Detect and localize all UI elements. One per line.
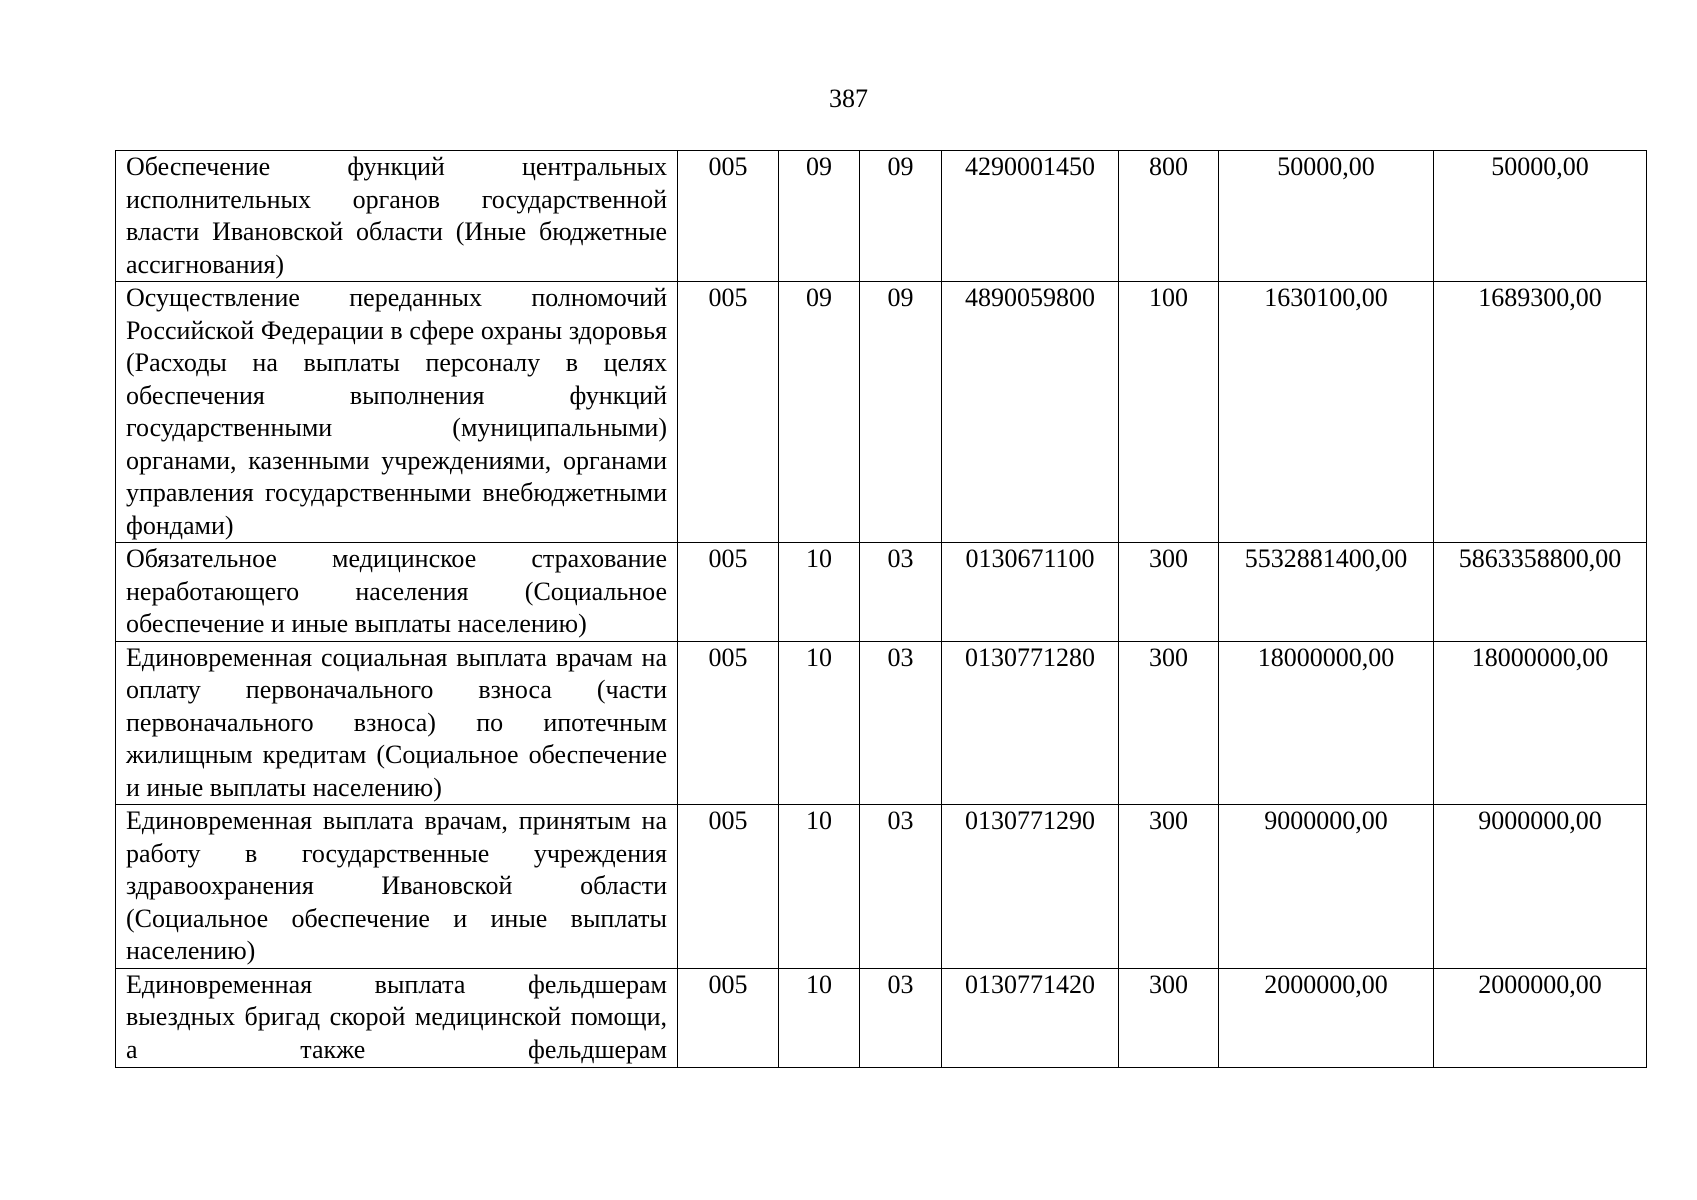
row-description: Единовременная выплата фельдшерам выездных бригад скорой медицинской помощи, а также фельдшерам xyxy=(116,968,678,1067)
row-target-code: 4890059800 xyxy=(942,282,1119,543)
row-section-code: 10 xyxy=(779,543,860,642)
row-amount-2: 2000000,00 xyxy=(1434,968,1647,1067)
table-row xyxy=(116,641,1647,805)
row-amount-1: 50000,00 xyxy=(1219,151,1434,282)
row-amount-1: 9000000,00 xyxy=(1219,805,1434,969)
row-subsection-code: 03 xyxy=(860,805,942,969)
table-row xyxy=(116,282,1647,543)
row-ministry-code: 005 xyxy=(678,151,779,282)
table-row xyxy=(116,805,1647,969)
row-subsection-code: 03 xyxy=(860,641,942,805)
row-expense-type: 800 xyxy=(1119,151,1219,282)
row-amount-2: 5863358800,00 xyxy=(1434,543,1647,642)
table-row xyxy=(116,543,1647,642)
row-target-code: 0130771280 xyxy=(942,641,1119,805)
row-ministry-code: 005 xyxy=(678,282,779,543)
row-target-code: 4290001450 xyxy=(942,151,1119,282)
row-description: Обязательное медицинское страхование неработающего населения (Социальное обеспечение и иные выплаты населению) xyxy=(116,543,678,642)
row-subsection-code: 03 xyxy=(860,968,942,1067)
row-amount-2: 1689300,00 xyxy=(1434,282,1647,543)
row-description: Единовременная выплата врачам, принятым на работу в государственные учреждения здравоохранения Ивановской области (Социальное обеспечение и иные выплаты населению) xyxy=(116,805,678,969)
row-amount-1: 2000000,00 xyxy=(1219,968,1434,1067)
table-row xyxy=(116,968,1647,1067)
row-amount-2: 9000000,00 xyxy=(1434,805,1647,969)
row-section-code: 10 xyxy=(779,641,860,805)
row-expense-type: 300 xyxy=(1119,968,1219,1067)
budget-table xyxy=(115,150,1647,1068)
row-ministry-code: 005 xyxy=(678,543,779,642)
row-amount-1: 1630100,00 xyxy=(1219,282,1434,543)
row-amount-2: 50000,00 xyxy=(1434,151,1647,282)
row-target-code: 0130771420 xyxy=(942,968,1119,1067)
row-description: Обеспечение функций центральных исполнительных органов государственной власти Ивановской области (Иные бюджетные ассигнования) xyxy=(116,151,678,282)
row-section-code: 09 xyxy=(779,151,860,282)
row-subsection-code: 03 xyxy=(860,543,942,642)
row-target-code: 0130771290 xyxy=(942,805,1119,969)
row-description: Единовременная социальная выплата врачам на оплату первоначального взноса (части первоначального взноса) по ипотечным жилищным кредитам (Социальное обеспечение и иные выплаты населению) xyxy=(116,641,678,805)
row-subsection-code: 09 xyxy=(860,151,942,282)
row-section-code: 10 xyxy=(779,805,860,969)
row-ministry-code: 005 xyxy=(678,968,779,1067)
row-amount-1: 5532881400,00 xyxy=(1219,543,1434,642)
row-amount-2: 18000000,00 xyxy=(1434,641,1647,805)
table-row xyxy=(116,151,1647,282)
row-expense-type: 300 xyxy=(1119,805,1219,969)
row-subsection-code: 09 xyxy=(860,282,942,543)
row-section-code: 09 xyxy=(779,282,860,543)
row-section-code: 10 xyxy=(779,968,860,1067)
row-amount-1: 18000000,00 xyxy=(1219,641,1434,805)
row-target-code: 0130671100 xyxy=(942,543,1119,642)
page-number: 387 xyxy=(829,84,868,113)
row-expense-type: 300 xyxy=(1119,543,1219,642)
row-ministry-code: 005 xyxy=(678,805,779,969)
row-ministry-code: 005 xyxy=(678,641,779,805)
row-description: Осуществление переданных полномочий Российской Федерации в сфере охраны здоровья (Расходы на выплаты персоналу в целях обеспечения выполнения функций государственными (муниципальными) органами, казенными учреждениями, органами управления государственными внебюджетными фондами) xyxy=(116,282,678,543)
row-expense-type: 300 xyxy=(1119,641,1219,805)
row-expense-type: 100 xyxy=(1119,282,1219,543)
